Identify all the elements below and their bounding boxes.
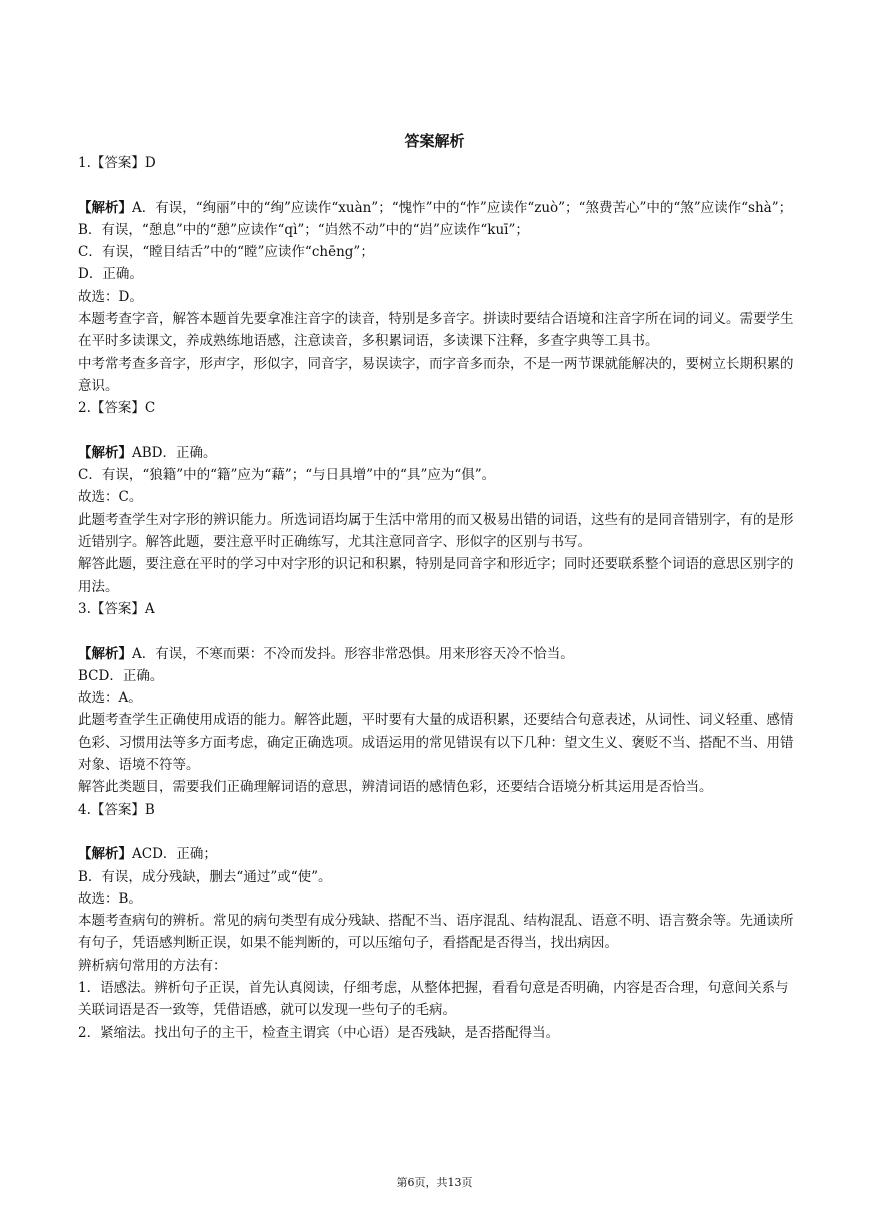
answer-content — [78, 152, 794, 1044]
q4-note-2: 辨析病句常用的方法有： — [78, 957, 227, 974]
q2-analysis-tag: 【解析】 — [78, 444, 132, 461]
q3-analysis-tag: 【解析】 — [78, 645, 132, 662]
q1-option-d: D．正确。 — [78, 266, 143, 283]
q2-note-1: 此题考查学生对字形的辨识能力。所选词语均属于生活中常用的而又极易出错的词语，这些有的是同音错别字，有的是形近错别字。解答此题，要注意平时正确练写，尤其注意同音字、形似字的区别与书写。 — [78, 511, 794, 551]
q3-option-a: 【解析】A．有误，不寒而栗：不冷而发抖。形容非常恐惧。用来形容天冷不恰当。 — [78, 645, 574, 662]
q1-analysis-tag: 【解析】 — [78, 199, 132, 216]
q2-note-2: 解答此题，要注意在平时的学习中对字形的识记和积累，特别是同音字和形近字；同时还要联系整个词语的意思区别字的用法。 — [78, 556, 794, 595]
q1-option-b: B．有误，“憩息”中的“憩”应读作“qì”；“岿然不动”中的“岿”应读作“kuī”； — [78, 221, 529, 238]
q3-note-1: 此题考查学生正确使用成语的能力。解答此题，平时要有大量的成语积累，还要结合句意表述，从词性、词义轻重、感情色彩、习惯用法等多方面考虑，确定正确选项。成语运用的常见错误有以下几种：望文生义、褒贬不当、搭配不当、用错对象、语境不符等。 — [78, 712, 794, 774]
q4-option-b: B．有误，成分残缺，删去“通过”或“使”。 — [78, 868, 332, 885]
q3-option-bcd: BCD．正确。 — [78, 667, 164, 684]
q2-option-c: C．有误，“狼籍”中的“籍”应为“藉”；“与日具增”中的“具”应为“俱”。 — [78, 467, 496, 484]
q4-pick: 故选：B。 — [78, 890, 142, 907]
q3-answer: 3.【答案】A — [78, 600, 155, 617]
q2-option-abd: 【解析】ABD．正确。 — [78, 444, 217, 461]
q1-note-1: 本题考查字音，解答本题首先要拿准注音字的读音，特别是多音字。拼读时要结合语境和注音字所在词的词义。需要学生在平时多读课文，养成熟练地语感，注意读音，多积累词语，多读课下注释，多查字典等工具书。 — [78, 311, 794, 350]
q1-option-c: C．有误，“瞠目结舌”中的“瞠”应读作“chēng”； — [78, 244, 374, 261]
q1-option-a: 【解析】A．有误，“绚丽”中的“绚”应读作“xuàn”；“愧怍”中的“怍”应读作“zuò”；“煞费苦心”中的“煞”应读作“shà”； — [78, 199, 793, 216]
q1-pick: 故选：D。 — [78, 288, 143, 305]
q3-note-2: 解答此类题目，需要我们正确理解词语的意思，辨清词语的感情色彩，还要结合语境分析其运用是否恰当。 — [78, 779, 713, 796]
q4-method-1: 1．语感法。辨析句子正误，首先认真阅读，仔细考虑，从整体把握，看看句意是否明确，内容是否合理，句意间关系与关联词语是否一致等，凭借语感，就可以发现一些句子的毛病。 — [78, 979, 789, 1019]
q2-answer: 2.【答案】C — [78, 400, 156, 417]
q4-note-1: 本题考查病句的辨析。常见的病句类型有成分残缺、搭配不当、语序混乱、结构混乱、语意不明、语言赘余等。先通读所有句子，凭语感判断正误，如果不能判断的，可以压缩句子，看搭配是否得当，找出病因。 — [78, 913, 794, 952]
q1-answer: 1.【答案】D — [78, 155, 156, 171]
page-title: 答案解析 — [404, 132, 465, 150]
q2-pick: 故选：C。 — [78, 489, 143, 506]
page-footer: 第6页，共13页 — [396, 1176, 473, 1189]
q4-answer: 4.【答案】B — [78, 801, 155, 818]
q4-method-2: 2．紧缩法。找出句子的主干，检查主谓宾（中心语）是否残缺，是否搭配得当。 — [78, 1024, 560, 1041]
q3-pick: 故选：A。 — [78, 690, 142, 707]
q1-note-2: 中考常考查多音字，形声字，形似字，同音字，易误读字，而字音多而杂，不是一两节课就能解决的，要树立长期积累的意识。 — [78, 355, 794, 394]
q4-option-acd: 【解析】ACD．正确； — [78, 846, 217, 863]
q4-analysis-tag: 【解析】 — [78, 846, 132, 863]
